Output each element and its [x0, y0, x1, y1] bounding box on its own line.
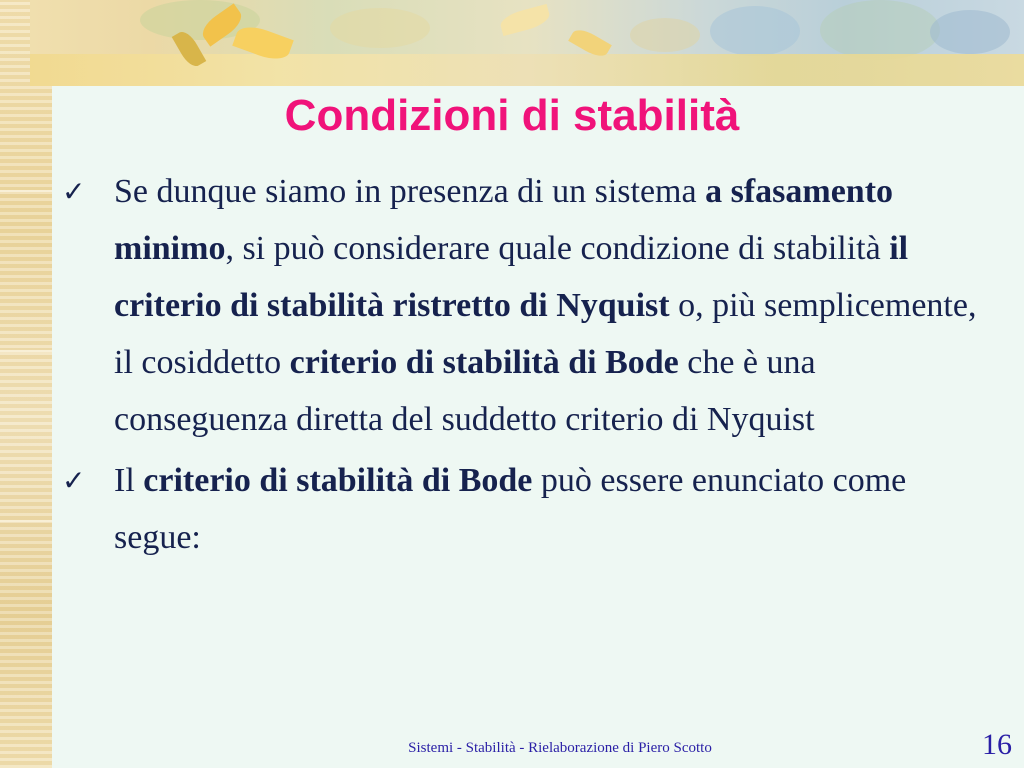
- text-segment: può essere enunciato come segue:: [114, 462, 907, 556]
- text-segment: Il: [114, 462, 144, 499]
- bullet-text: [114, 173, 976, 438]
- check-mark-icon: ✓: [62, 175, 86, 208]
- bold-segment: il criterio di stabilità ristretto di Nyquist: [114, 230, 909, 324]
- text-segment: , si può considerare quale condizione di stabilità: [225, 230, 890, 267]
- bullet-list: [62, 163, 992, 570]
- bold-segment: criterio di stabilità di Bode: [143, 462, 533, 499]
- text-segment: che è una conseguenza diretta del suddetto criterio di Nyquist: [114, 344, 816, 438]
- page-number: 16: [982, 728, 1012, 761]
- slide-footer: Sistemi - Stabilità - Rielaborazione di Piero Scotto: [408, 740, 712, 756]
- bold-segment: a sfasamento minimo: [114, 173, 894, 267]
- decorative-top-banner: [30, 0, 1024, 86]
- bold-segment: criterio di stabilità di Bode: [289, 344, 679, 381]
- text-segment: Se dunque siamo in presenza di un sistema: [114, 173, 706, 210]
- slide-title: Condizioni di stabilità: [284, 91, 740, 140]
- bullet-item: [62, 452, 992, 566]
- bullet-text: [114, 462, 906, 556]
- text-segment: o, più semplicemente, il cosiddetto: [114, 287, 977, 381]
- bullet-item: [62, 163, 992, 448]
- check-mark-icon: ✓: [62, 464, 86, 497]
